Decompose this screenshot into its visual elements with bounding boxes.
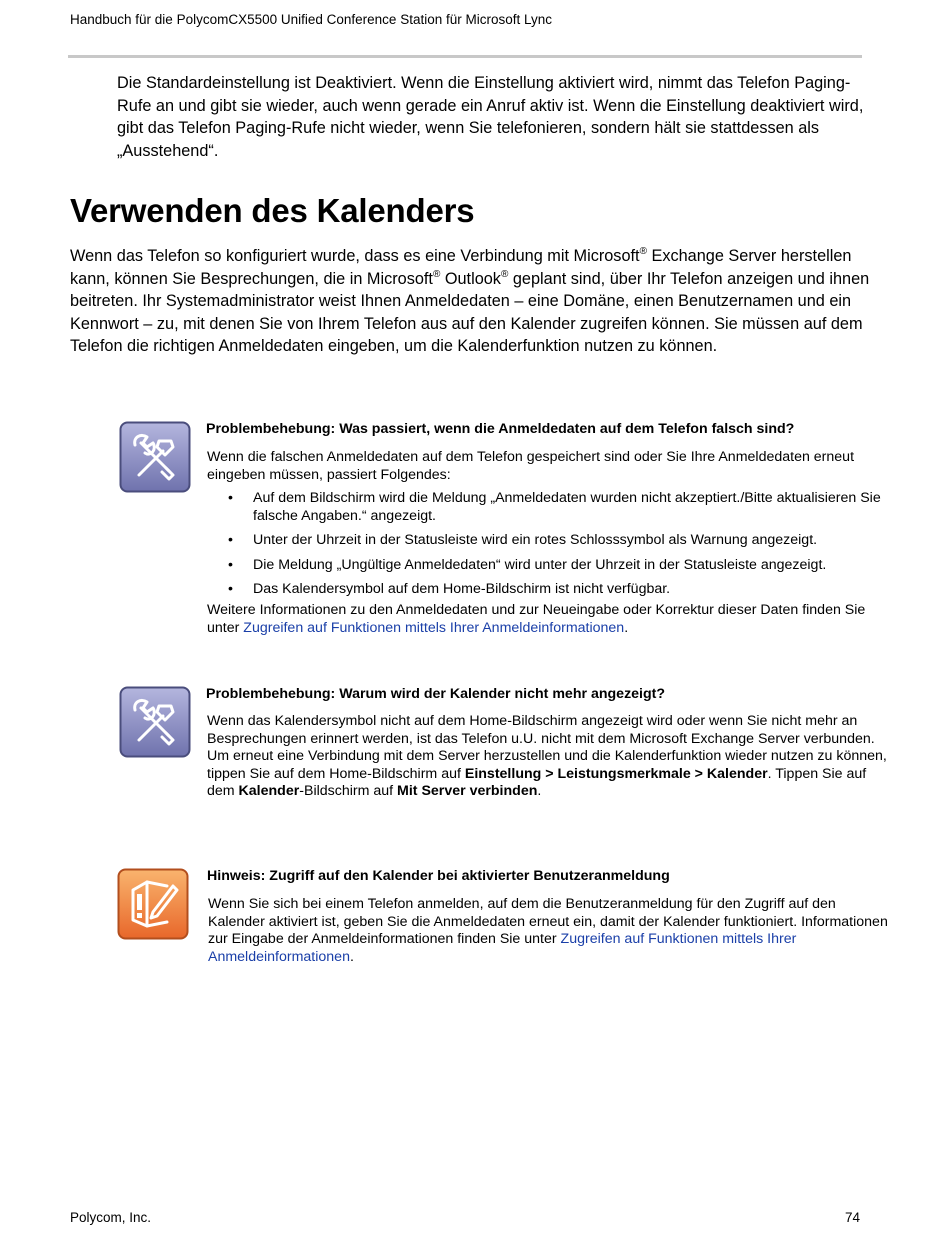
- note-text-part: . Tippen Sie auf dem: [207, 765, 867, 799]
- note-text-end: .: [349, 948, 354, 965]
- section-body: [70, 245, 870, 358]
- note-title: Hinweis: Zugriff auf den Kalender bei aktivierter Benutzeranmeldung: [207, 868, 670, 884]
- tools-icon: [119, 421, 191, 493]
- list-item: • Die Meldung „Ungültige Anmeldedaten“ wird unter der Uhrzeit in der Statusleiste angezeigt.: [207, 557, 887, 575]
- note-text: [207, 713, 887, 801]
- note-text-part: -Bildschirm auf: [299, 783, 398, 799]
- list-item: • Das Kalendersymbol auf dem Home-Bildschirm ist nicht verfügbar.: [207, 581, 887, 599]
- credentials-link[interactable]: Zugreifen auf Funktionen mittels Ihrer Anmeldeinformationen: [243, 619, 625, 636]
- note-text-part: Wenn Sie sich bei einem Telefon anmelden, auf dem die Benutzeranmeldung für den Zugriff auf den Kalender aktiviert ist, geben Sie die Anmeldedaten erneut ein, damit der Kalender funktioniert. Informationen zur Eingabe der Anmeldeinformationen finden Sie unter: [208, 896, 888, 947]
- list-item: • Unter der Uhrzeit in der Statusleiste wird ein rotes Schlosssymbol als Warnung angezeigt.: [207, 532, 887, 550]
- note-text: [208, 896, 888, 966]
- section-title: Verwenden des Kalenders: [70, 192, 475, 229]
- section-body-part3: Outlook: [440, 269, 501, 288]
- note-title: Problembehebung: Was passiert, wenn die Anmeldedaten auf dem Telefon falsch sind?: [206, 421, 795, 437]
- list-item: • Auf dem Bildschirm wird die Meldung „Anmeldedaten wurden nicht akzeptiert./Bitte aktualisieren Sie falsche Angaben.“ angezeigt.: [207, 490, 887, 525]
- note-outro-end: .: [624, 619, 629, 636]
- header-divider: [68, 55, 862, 58]
- note-title: Problembehebung: Warum wird der Kalender nicht mehr angezeigt?: [206, 686, 666, 702]
- note-text-part: Wenn das Kalendersymbol nicht auf dem Home-Bildschirm angezeigt wird oder wenn Sie nicht mehr an Besprechungen erinnert werden, ist das Telefon u.U. nicht mit dem Microsoft Exchange Server verbunden. Um erneut eine Verbindung mit dem Server herzustellen und die Kalenderfunktion wieder nutzen zu können, tippen Sie auf dem Home-Bildschirm auf: [207, 713, 887, 782]
- registered-mark: ®: [500, 268, 509, 280]
- note-intro: Wenn die falschen Anmeldedaten auf dem Telefon gespeichert sind oder Sie Ihre Anmeldedaten erneut eingeben müssen, passiert Folgendes:: [207, 449, 855, 483]
- intro-paragraph: Die Standardeinstellung ist Deaktiviert. Wenn die Einstellung aktiviert wird, nimmt das Telefon Paging-Rufe an und gibt sie wieder, auch wenn gerade ein Anruf aktiv ist. Wenn die Einstellung deaktiviert wird, gibt das Telefon Paging-Rufe nicht wieder, wenn Sie telefonieren, sondern hält sie stattdessen als „Ausstehend“.: [117, 74, 864, 160]
- footer-company: Polycom, Inc.: [70, 1210, 152, 1225]
- note-warning-icon: [117, 868, 189, 940]
- screen-name: Kalender: [238, 783, 300, 799]
- running-header: Handbuch für die PolycomCX5500 Unified Conference Station für Microsoft Lync: [70, 12, 552, 27]
- section-body-part1: Wenn das Telefon so konfiguriert wurde, dass es eine Verbindung mit Microsoft: [70, 247, 640, 265]
- note-outro: [207, 602, 887, 637]
- section-body-part2: Exchange Server herstellen kann, können Sie Besprechungen, die in Microsoft: [70, 247, 852, 288]
- action-name: Mit Server verbinden: [397, 783, 538, 799]
- menu-path: Einstellung > Leistungsmerkmale > Kalender: [464, 765, 768, 782]
- credentials-link[interactable]: Zugreifen auf Funktionen mittels Ihrer Anmeldeinformationen: [208, 931, 797, 965]
- registered-mark: ®: [432, 268, 441, 280]
- note-bullet-list: [207, 490, 887, 606]
- note-text-part: .: [537, 783, 542, 799]
- note-outro-text: Weitere Informationen zu den Anmeldedaten und zur Neueingabe oder Korrektur dieser Daten finden Sie unter: [207, 602, 866, 636]
- section-body-part4: geplant sind, über Ihr Telefon anzeigen und ihnen beitreten. Ihr Systemadministrator weist Ihnen Anmeldedaten – eine Domäne, einen Benutzernamen und ein Kennwort – zu, mit denen Sie von Ihrem Telefon aus auf den Kalender zugreifen können. Sie müssen auf dem Telefon die richtigen Anmeldedaten eingeben, um die Kalenderfunktion nutzen zu können.: [70, 269, 870, 355]
- tools-icon: [119, 686, 191, 758]
- registered-mark: ®: [639, 246, 647, 257]
- page-number: 74: [844, 1210, 860, 1225]
